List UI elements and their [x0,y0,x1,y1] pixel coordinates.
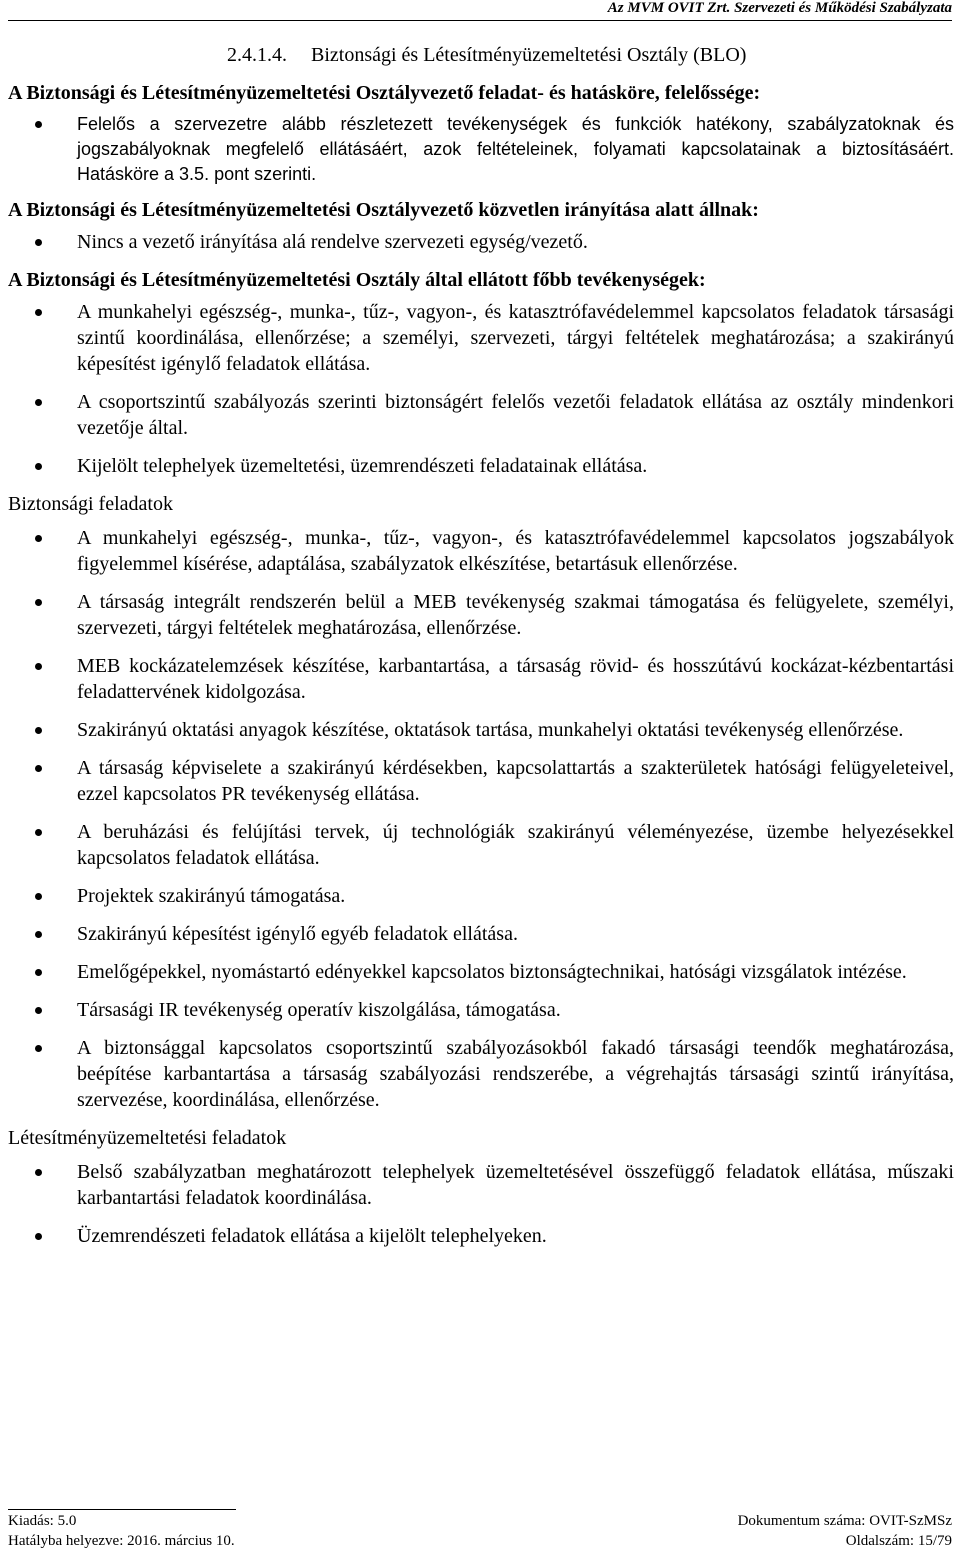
footer-document-number: Dokumentum száma: OVIT-SzMSz [737,1513,952,1529]
activities-list [8,299,954,479]
heading-direct-reports: A Biztonsági és Létesítményüzemeltetési Osztályvezető közvetlen irányítása alatt állnak: [8,199,759,221]
heading-activities: A Biztonsági és Létesítményüzemeltetési Osztály által ellátott főbb tevékenységek: [8,269,706,291]
heading-facility: Létesítményüzemeltetési feladatok [8,1127,287,1149]
footer-page-number: Oldalszám: 15/79 [845,1533,952,1549]
bullet-icon [35,727,42,734]
list-item: Üzemrendészeti feladatok ellátása a kijelölt telephelyeken. [8,1223,954,1249]
page-header: Az MVM OVIT Zrt. Szervezeti és Működési Szabályzata [607,0,952,16]
bullet-icon [35,829,42,836]
list-item: Belső szabályzatban meghatározott telephelyek üzemeltetésével összefüggő feladatok ellátása, műszaki karbantartási feladatok koordinálása. [8,1159,954,1211]
footer-rule [8,1509,236,1510]
list-item: MEB kockázatelemzések készítése, karbantartása, a társaság rövid- és hosszútávú kockázat-kézbentartási feladattervének kidolgozása. [8,653,954,705]
list-item: Szakirányú oktatási anyagok készítése, oktatások tartása, munkahelyi oktatási tevékenység ellenőrzése. [8,717,954,743]
bullet-icon [35,765,42,772]
list-item: A társaság képviselete a szakirányú kérdésekben, kapcsolattartás a szakterületek hatósági felügyeleteivel, ezzel kapcsolatos PR tevékenység ellátása. [8,755,954,807]
list-item: Nincs a vezető irányítása alá rendelve szervezeti egység/vezető. [8,229,954,255]
list-item: Felelős a szervezetre alább részletezett tevékenységek és funkciók hatékony, szabályzatoknak és jogszabályoknak megfelelő ellátásáért, azok feltételeinek, folyamati kapcsolatainak a biztosításáért. Hatásköre a 3.5. pont szerinti. [8,112,954,187]
direct-reports-list [8,229,954,255]
list-item: Kijelölt telephelyek üzemeltetési, üzemrendészeti feladatainak ellátása. [8,453,954,479]
heading-security: Biztonsági feladatok [8,493,173,515]
bullet-icon [35,121,42,128]
footer-effective-date: Hatályba helyezve: 2016. március 10. [8,1533,235,1549]
section-title [227,42,954,68]
list-item: A csoportszintű szabályozás szerinti biztonságért felelős vezetői feladatok ellátása az osztály mindenkori vezetője által. [8,389,954,441]
bullet-icon [35,893,42,900]
list-item: Szakirányú képesítést igénylő egyéb feladatok ellátása. [8,921,954,947]
bullet-icon [35,1045,42,1052]
list-item: Emelőgépekkel, nyomástartó edényekkel kapcsolatos biztonságtechnikai, hatósági vizsgálatok intézése. [8,959,954,985]
list-item: A társaság integrált rendszerén belül a MEB tevékenység szakmai támogatása és felügyelete, személyi, szervezeti, tárgyi feltételek meghatározása, ellenőrzése. [8,589,954,641]
bullet-icon [35,599,42,606]
list-item: A munkahelyi egészség-, munka-, tűz-, vagyon-, és katasztrófavédelemmel kapcsolatos jogszabályok figyelemmel kísérése, adaptálása, szabályzatok elkészítése, betartásuk ellenőrzése. [8,525,954,577]
bullet-icon [35,399,42,406]
facility-list [8,1159,954,1249]
list-item: Társasági IR tevékenység operatív kiszolgálása, támogatása. [8,997,954,1023]
bullet-icon [35,663,42,670]
footer-edition: Kiadás: 5.0 [8,1513,77,1529]
section-number: 2.4.1.4. [227,44,287,66]
list-item: A biztonsággal kapcsolatos csoportszintű szabályozásokból fakadó társasági teendők meghatározása, beépítése karbantartása a társaság szabályozási rendszerébe, a végrehajtás társasági szintű irányítása, szervezése, koordinálása, ellenőrzése. [8,1035,954,1113]
list-item: A beruházási és felújítási tervek, új technológiák szakirányú véleményezése, üzembe helyezésekkel kapcsolatos feladatok ellátása. [8,819,954,871]
document-body [8,42,954,1261]
bullet-icon [35,1169,42,1176]
list-item: Projektek szakirányú támogatása. [8,883,954,909]
bullet-icon [35,309,42,316]
security-list [8,525,954,1113]
list-item: A munkahelyi egészség-, munka-, tűz-, vagyon-, és katasztrófavédelemmel kapcsolatos feladatok társasági szintű koordinálása, ellenőrzése; a személyi, szervezeti, tárgyi feltételek meghatározása; a szakirányú képesítést igénylő feladatok ellátása. [8,299,954,377]
bullet-icon [35,931,42,938]
bullet-icon [35,1007,42,1014]
header-rule [8,20,952,21]
responsibilities-list [8,112,954,187]
heading-responsibilities: A Biztonsági és Létesítményüzemeltetési Osztályvezető feladat- és hatásköre, felelőssége: [8,82,761,104]
bullet-icon [35,239,42,246]
bullet-icon [35,463,42,470]
section-title-text: Biztonsági és Létesítményüzemeltetési Osztály (BLO) [311,44,747,66]
bullet-icon [35,969,42,976]
bullet-icon [35,535,42,542]
bullet-icon [35,1233,42,1240]
